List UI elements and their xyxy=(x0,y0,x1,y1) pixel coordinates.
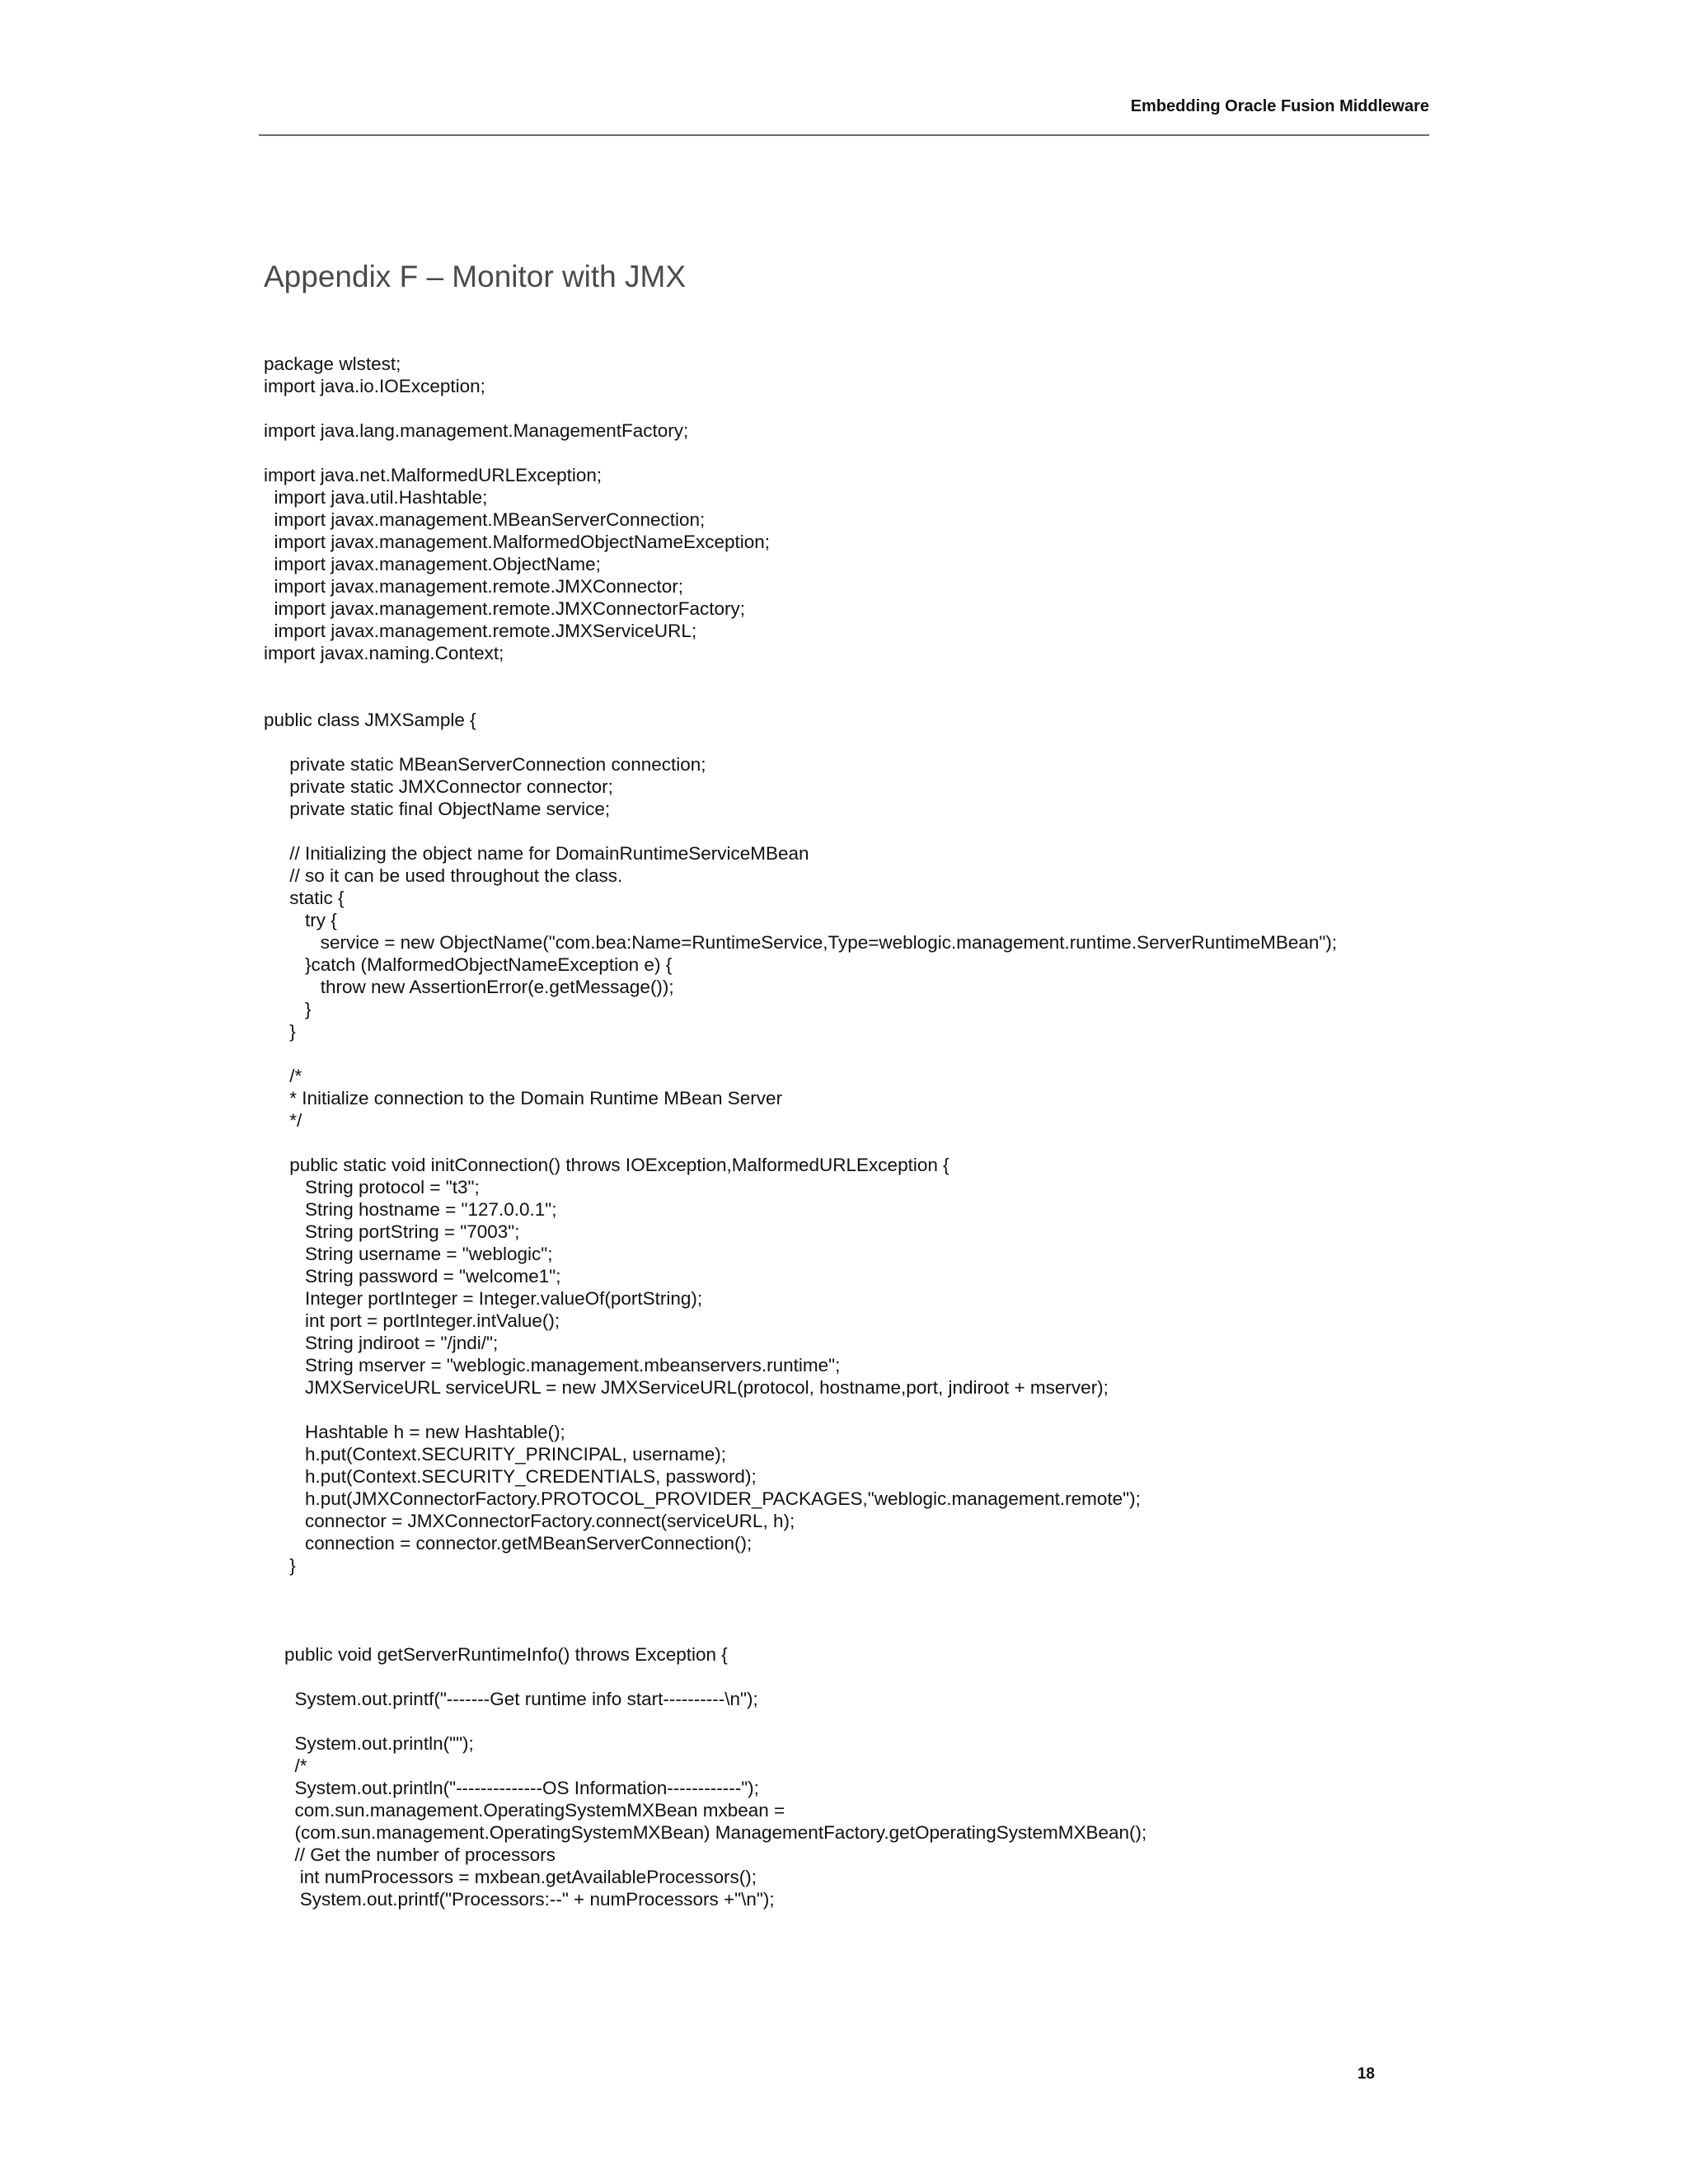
code-line: connector = JMXConnectorFactory.connect(serviceURL, h); xyxy=(264,1511,795,1531)
code-line xyxy=(264,1399,1337,1421)
code-line: package wlstest; xyxy=(264,354,401,374)
code-line: // Initializing the object name for DomainRuntimeServiceMBean xyxy=(264,843,809,864)
code-line: import javax.management.remote.JMXConnector; xyxy=(264,576,683,597)
code-line: JMXServiceURL serviceURL = new JMXServiceURL(protocol, hostname,port, jndiroot + mserver); xyxy=(264,1377,1109,1398)
page-title: Appendix F – Monitor with JMX xyxy=(264,260,687,293)
code-line: import javax.management.remote.JMXConnectorFactory; xyxy=(264,598,745,619)
code-line: h.put(Context.SECURITY_PRINCIPAL, username); xyxy=(264,1444,727,1465)
code-line: System.out.printf("Processors:--" + numProcessors +"\n"); xyxy=(264,1889,775,1910)
code-line: import javax.naming.Context; xyxy=(264,643,504,663)
code-listing xyxy=(264,353,1337,1910)
header-divider xyxy=(259,134,1429,136)
code-line: * Initialize connection to the Domain Runtime MBean Server xyxy=(264,1088,783,1108)
code-line: service = new ObjectName("com.bea:Name=RuntimeService,Type=weblogic.management.runtime.ServerRuntimeMBean"); xyxy=(264,932,1338,953)
code-line: /* xyxy=(264,1755,307,1776)
code-line: try { xyxy=(264,910,337,930)
code-line: String password = "welcome1"; xyxy=(264,1266,561,1286)
code-line xyxy=(264,1666,1337,1688)
code-line: (com.sun.management.OperatingSystemMXBean) ManagementFactory.getOperatingSystemMXBean(); xyxy=(264,1822,1147,1843)
code-line: // so it can be used throughout the class. xyxy=(264,865,623,886)
code-line: com.sun.management.OperatingSystemMXBean mxbean = xyxy=(264,1800,785,1821)
code-line: public void getServerRuntimeInfo() throws Exception { xyxy=(264,1644,728,1665)
code-line: Integer portInteger = Integer.valueOf(portString); xyxy=(264,1288,703,1309)
code-line: import java.lang.management.ManagementFactory; xyxy=(264,420,689,441)
code-line: String username = "weblogic"; xyxy=(264,1244,553,1264)
code-line: static { xyxy=(264,888,345,908)
code-line: } xyxy=(264,1555,296,1576)
code-line: String portString = "7003"; xyxy=(264,1221,520,1242)
code-line xyxy=(264,397,1337,419)
code-line xyxy=(264,1599,1337,1621)
code-line xyxy=(264,1132,1337,1154)
code-line: public static void initConnection() throws IOException,MalformedURLException { xyxy=(264,1155,950,1175)
code-line xyxy=(264,1577,1337,1599)
code-line: connection = connector.getMBeanServerConnection(); xyxy=(264,1533,753,1554)
code-line: import javax.management.MBeanServerConnection; xyxy=(264,509,706,530)
code-line: private static MBeanServerConnection connection; xyxy=(264,754,706,775)
code-line xyxy=(264,664,1337,687)
code-line: private static JMXConnector connector; xyxy=(264,776,613,797)
code-line xyxy=(264,687,1337,709)
code-line: */ xyxy=(264,1110,302,1131)
code-line: } xyxy=(264,1021,296,1042)
code-line: throw new AssertionError(e.getMessage()); xyxy=(264,977,674,997)
code-line: }catch (MalformedObjectNameException e) { xyxy=(264,954,673,975)
code-line: import javax.management.MalformedObjectNameException; xyxy=(264,532,771,552)
page-number: 18 xyxy=(1357,2065,1375,2083)
code-line xyxy=(264,820,1337,842)
code-line: int port = portInteger.intValue(); xyxy=(264,1310,560,1331)
code-line: String mserver = "weblogic.management.mbeanservers.runtime"; xyxy=(264,1355,841,1376)
running-header: Embedding Oracle Fusion Middleware xyxy=(1130,97,1429,115)
code-line: import javax.management.ObjectName; xyxy=(264,554,601,574)
code-line: System.out.println("--------------OS Information------------"); xyxy=(264,1778,759,1798)
code-line: } xyxy=(264,999,312,1019)
code-line: h.put(JMXConnectorFactory.PROTOCOL_PROVIDER_PACKAGES,"weblogic.management.remote"); xyxy=(264,1488,1141,1509)
code-line: String jndiroot = "/jndi/"; xyxy=(264,1333,499,1353)
code-line xyxy=(264,1043,1337,1065)
code-line: String protocol = "t3"; xyxy=(264,1177,480,1197)
code-line xyxy=(264,1710,1337,1732)
code-line: import java.io.IOException; xyxy=(264,376,485,396)
code-line xyxy=(264,731,1337,753)
code-line: public class JMXSample { xyxy=(264,710,476,730)
code-line xyxy=(264,1621,1337,1643)
code-line: /* xyxy=(264,1066,302,1086)
code-line: h.put(Context.SECURITY_CREDENTIALS, password); xyxy=(264,1466,757,1487)
code-line: private static final ObjectName service; xyxy=(264,799,611,819)
code-line: import java.net.MalformedURLException; xyxy=(264,465,603,485)
code-line: System.out.println(""); xyxy=(264,1733,474,1754)
code-line: import java.util.Hashtable; xyxy=(264,487,488,508)
code-line: Hashtable h = new Hashtable(); xyxy=(264,1422,565,1442)
code-line xyxy=(264,442,1337,464)
code-line: import javax.management.remote.JMXServiceURL; xyxy=(264,621,697,641)
code-line: System.out.printf("-------Get runtime info start----------\n"); xyxy=(264,1689,758,1709)
code-line: // Get the number of processors xyxy=(264,1844,556,1865)
code-line: String hostname = "127.0.0.1"; xyxy=(264,1199,557,1220)
code-line: int numProcessors = mxbean.getAvailableProcessors(); xyxy=(264,1867,757,1887)
